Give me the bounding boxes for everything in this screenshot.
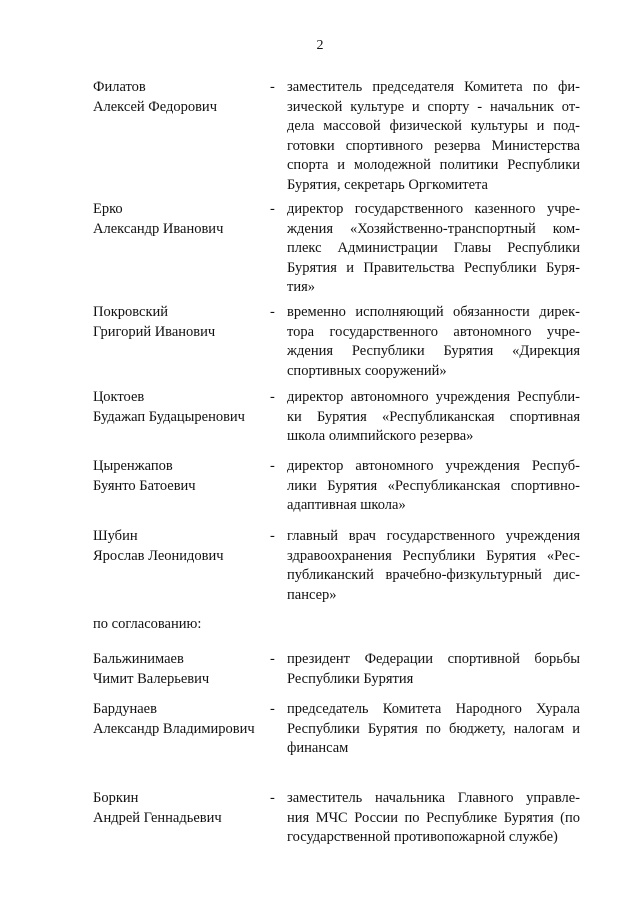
member-given-names: Григорий Иванович <box>93 323 216 340</box>
position-line: ки Бурятия «Республиканская спортивная <box>287 408 580 425</box>
position-line: председатель Комитета Народного Хурала <box>287 701 580 717</box>
position-line: публиканский врачебно-физкультурный дис- <box>287 567 580 583</box>
dash-separator: - <box>270 701 275 717</box>
dash-separator: - <box>270 389 275 405</box>
member-name <box>93 789 273 828</box>
position-line: директор автономного учреждения Респуб- <box>287 458 580 474</box>
member-surname: Ерко <box>93 201 123 217</box>
member-name <box>93 78 273 117</box>
dash-separator: - <box>270 79 275 95</box>
member-name <box>93 388 273 427</box>
member-given-names: Ярослав Леонидович <box>93 547 224 564</box>
member-name <box>93 200 273 239</box>
dash-separator: - <box>270 201 275 217</box>
position-line: школа олимпийского резерва» <box>287 428 474 444</box>
position-line: Бурятия, секретарь Оргкомитета <box>287 176 488 193</box>
position-line: дела массовой физической культуры и под- <box>287 118 580 134</box>
position-line: главный врач государственного учреждения <box>287 528 580 544</box>
page-number: 2 <box>316 38 324 53</box>
position-line: временно исполняющий обязанности дирек- <box>287 304 580 320</box>
position-line: ждения Республики Бурятия «Дирекция <box>287 343 580 359</box>
dash-separator: - <box>270 528 275 544</box>
position-line: пансер» <box>287 586 337 603</box>
member-surname: Бальжинимаев <box>93 651 184 667</box>
position-line: тора государственного автономного учре- <box>287 323 580 340</box>
member-name <box>93 650 273 689</box>
member-position <box>287 303 580 381</box>
member-given-names: Александр Иванович <box>93 220 224 237</box>
position-line: ждения «Хозяйственно-транспортный ком- <box>287 220 580 237</box>
member-name <box>93 457 273 496</box>
position-line: зической культуре и спорту - начальник от- <box>287 98 580 115</box>
member-position <box>287 78 580 195</box>
dash-separator: - <box>270 651 275 667</box>
position-line: директор автономного учреждения Республи- <box>287 389 580 405</box>
position-line: директор государственного казенного учре- <box>287 201 580 217</box>
dash-separator: - <box>270 304 275 320</box>
member-surname: Филатов <box>93 79 146 95</box>
position-line: лики Бурятия «Республиканская спортивно- <box>287 477 580 494</box>
member-given-names: Александр Владимирович <box>93 720 255 737</box>
position-line: спортивных сооружений» <box>287 362 447 379</box>
member-surname: Бардунаев <box>93 701 157 717</box>
dash-separator: - <box>270 458 275 474</box>
position-line: здравоохранения Республики Бурятия «Рес- <box>287 547 580 564</box>
member-name <box>93 700 273 739</box>
position-line: тия» <box>287 279 316 295</box>
position-line: готовки спортивного резерва Министерства <box>287 137 580 154</box>
member-position <box>287 700 580 759</box>
member-given-names: Будажап Будацыренович <box>93 408 245 425</box>
member-surname: Цыренжапов <box>93 458 173 474</box>
position-line: Республики Бурятия <box>287 670 414 687</box>
member-name <box>93 303 273 342</box>
member-given-names: Андрей Геннадьевич <box>93 809 222 826</box>
member-position <box>287 457 580 516</box>
member-surname: Боркин <box>93 790 139 806</box>
member-surname: Цоктоев <box>93 389 145 405</box>
member-surname: Покровский <box>93 304 169 320</box>
position-line: заместитель начальника Главного управле- <box>287 790 580 806</box>
dash-separator: - <box>270 790 275 806</box>
position-line: плекс Администрации Главы Республики <box>287 240 580 256</box>
member-position <box>287 789 580 848</box>
member-position <box>287 650 580 689</box>
member-position <box>287 527 580 605</box>
position-line: Республики Бурятия по бюджету, налогам и <box>287 720 580 737</box>
position-line: ния МЧС России по Республике Бурятия (по <box>287 809 580 826</box>
position-line: адаптивная школа» <box>287 497 406 513</box>
member-given-names: Алексей Федорович <box>93 98 217 115</box>
position-line: финансам <box>287 740 349 756</box>
position-line: Бурятия и Правительства Республики Буря- <box>287 259 580 276</box>
position-line: заместитель председателя Комитета по фи- <box>287 79 580 95</box>
member-position <box>287 200 580 298</box>
position-line: президент Федерации спортивной борьбы <box>287 651 580 667</box>
position-line: государственной противопожарной службе) <box>287 829 558 845</box>
member-surname: Шубин <box>93 528 138 544</box>
member-given-names: Чимит Валерьевич <box>93 670 210 687</box>
member-name <box>93 527 273 566</box>
position-line: спорта и молодежной политики Республики <box>287 157 580 173</box>
section-label-agreement: по согласованию: <box>93 616 202 632</box>
member-position <box>287 388 580 447</box>
member-given-names: Буянто Батоевич <box>93 477 196 494</box>
